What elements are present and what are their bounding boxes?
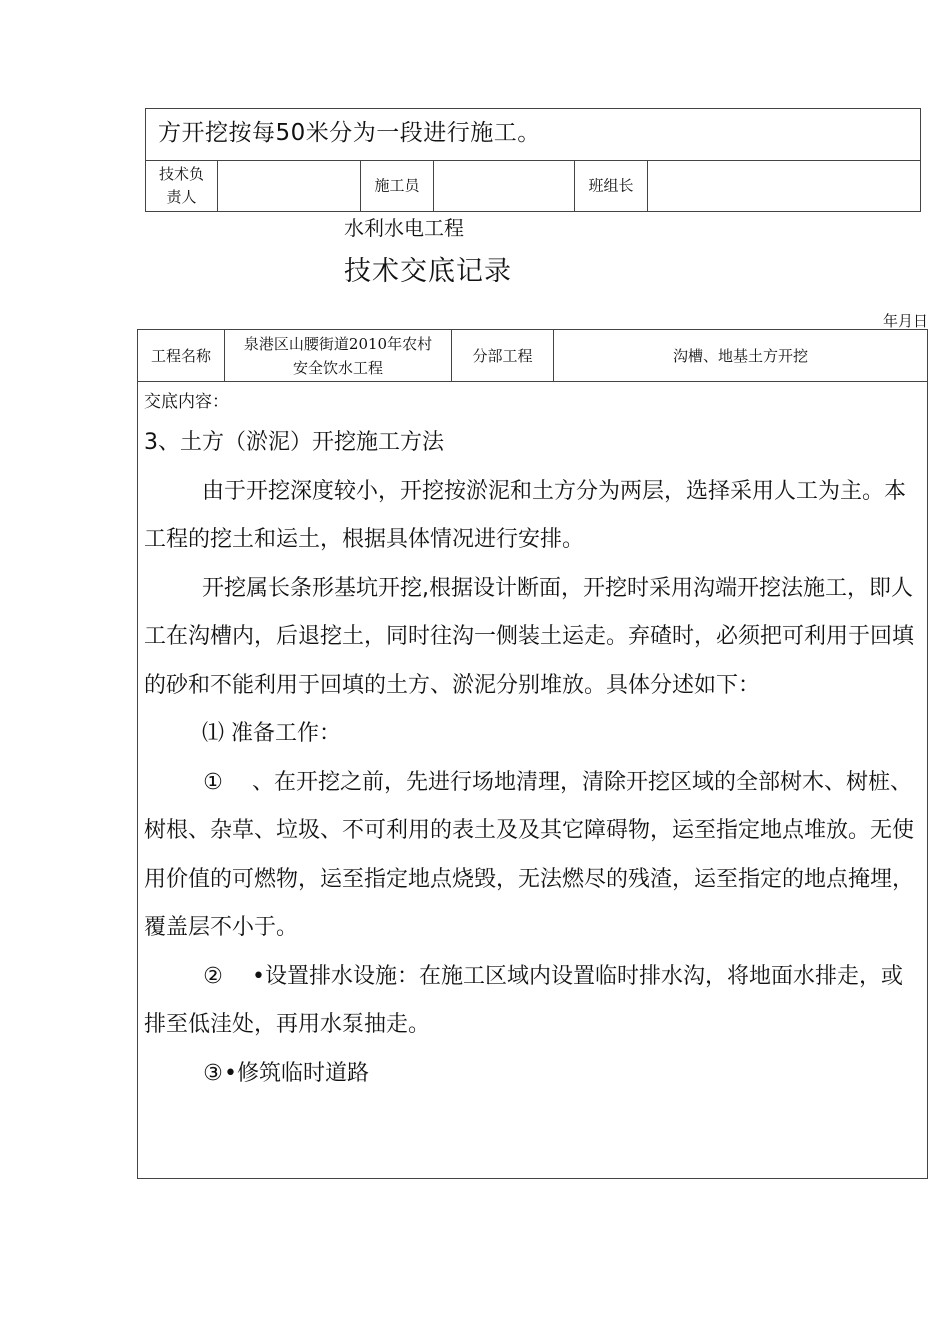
document-subtitle: 水利水电工程 [344,216,464,240]
team-leader-label-cell [575,160,648,211]
preparation-heading: ⑴ 准备工作： [202,721,341,746]
builder-signature-field[interactable] [434,160,575,211]
continued-text-row [146,109,920,161]
division-value-cell [554,330,927,381]
team-leader-label: 班组长 [588,176,634,194]
step-1-text: 、在开挖之前，先进行场地清理，清除开挖区域的全部树木、树桩、树根、杂草、垃圾、不可利用的表土及及其它障碍物，运至指定地点堆放。无使用价值的可燃物，运至指定地点烧毁，无法燃尽的残渣，运至指定的地点掩埋，覆盖层不小于。 [144,769,915,940]
step-2-paragraph [144,953,923,1050]
tech-lead-label-cell [146,160,218,211]
circled-one-marker: ① [203,769,223,795]
paragraph-excavation-method: 由于开挖深度较小，开挖按淤泥和土方分为两层，选择采用人工为主。本工程的挖土和运土，根据具体情况进行安排。 [144,478,907,552]
division-label-cell [452,330,554,381]
step-1-paragraph [144,759,923,953]
previous-page-table [145,108,921,212]
section-heading: 3、土方（淤泥）开挖施工方法 [144,430,444,455]
project-name-label: 工程名称 [150,346,211,365]
step-2-text: •设置排水设施：在施工区域内设置临时排水沟，将地面水排走，或排至低洼处，再用水泵抽走。 [144,963,903,1037]
step-3-text: •修筑临时道路 [224,1060,369,1086]
circled-three-marker: ③ [203,1060,223,1086]
tech-lead-label: 技术负 责人 [158,164,204,206]
step-3-paragraph [144,1050,923,1099]
document-title: 技术交底记录 [344,256,512,287]
continued-text: 方开挖按每50米分为一段进行施工。 [158,120,541,146]
builder-label-cell [361,160,434,211]
briefing-content [144,385,923,1098]
division-label: 分部工程 [472,346,533,365]
technical-briefing-table [137,329,928,1179]
project-name-value-cell [225,330,452,381]
signature-row [146,160,920,211]
tech-lead-signature-field[interactable] [218,160,361,211]
circled-two-marker: ② [203,963,223,989]
content-label: 交底内容： [144,392,229,412]
project-name-label-cell [138,330,225,381]
team-leader-signature-field[interactable] [648,160,920,211]
date-label: 年月日 [882,312,928,330]
builder-label: 施工员 [374,176,420,194]
division-value: 沟槽、地基土方开挖 [672,346,808,365]
project-name-value: 泉港区山腰街道2010年农村 安全饮水工程 [243,334,433,377]
project-info-row [138,330,927,382]
paragraph-excavation-details: 开挖属长条形基坑开挖,根据设计断面，开挖时采用沟端开挖法施工，即人工在沟槽内，后退挖土，同时往沟一侧装土运走。弃碴时，必须把可利用于回填的砂和不能利用于回填的土方、淤泥分别堆放。具体分述如下： [144,575,915,698]
